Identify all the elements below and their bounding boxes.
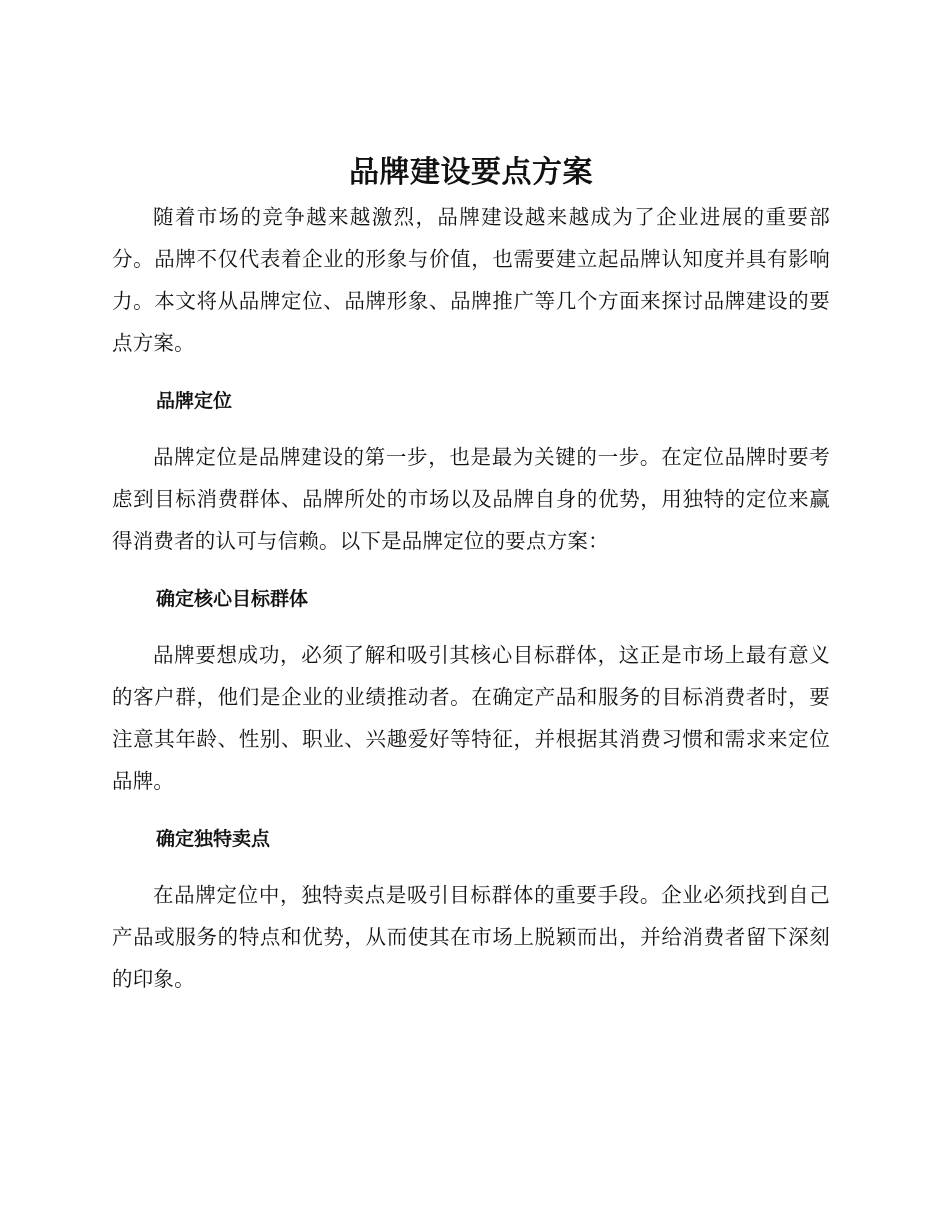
section-body-unique-selling-point: 在品牌定位中，独特卖点是吸引目标群体的重要手段。企业必须找到自己产品或服务的特点和优势，从而使其在市场上脱颖而出，并给消费者留下深刻的印象。 [112, 883, 830, 991]
section-heading-brand-positioning: 品牌定位 [156, 390, 233, 412]
document-page [112, 150, 830, 1000]
intro-paragraph: 随着市场的竞争越来越激烈，品牌建设越来越成为了企业进展的重要部分。品牌不仅代表着企业的形象与价值，也需要建立起品牌认知度并具有影响力。本文将从品牌定位、品牌形象、品牌推广等几个方面来探讨品牌建设的要点方案。 [112, 205, 830, 355]
spacer [112, 562, 830, 578]
section-heading-core-target-group: 确定核心目标群体 [156, 588, 309, 610]
spacer [112, 860, 830, 874]
section-body-brand-positioning: 品牌定位是品牌建设的第一步，也是最为关键的一步。在定位品牌时要考虑到目标消费群体、品牌所处的市场以及品牌自身的优势，用独特的定位来赢得消费者的认可与信赖。以下是品牌定位的要点方案： [112, 445, 830, 553]
spacer [112, 802, 830, 818]
document-title: 品牌建设要点方案 [349, 155, 593, 190]
section-heading-unique-selling-point: 确定独特卖点 [156, 828, 271, 850]
spacer [112, 422, 830, 436]
section-body-core-target-group: 品牌要想成功，必须了解和吸引其核心目标群体，这正是市场上最有意义的客户群，他们是企业的业绩推动者。在确定产品和服务的目标消费者时，要注意其年龄、性别、职业、兴趣爱好等特征，并根据其消费习惯和需求来定位品牌。 [112, 643, 830, 793]
spacer [112, 364, 830, 380]
spacer [112, 620, 830, 634]
